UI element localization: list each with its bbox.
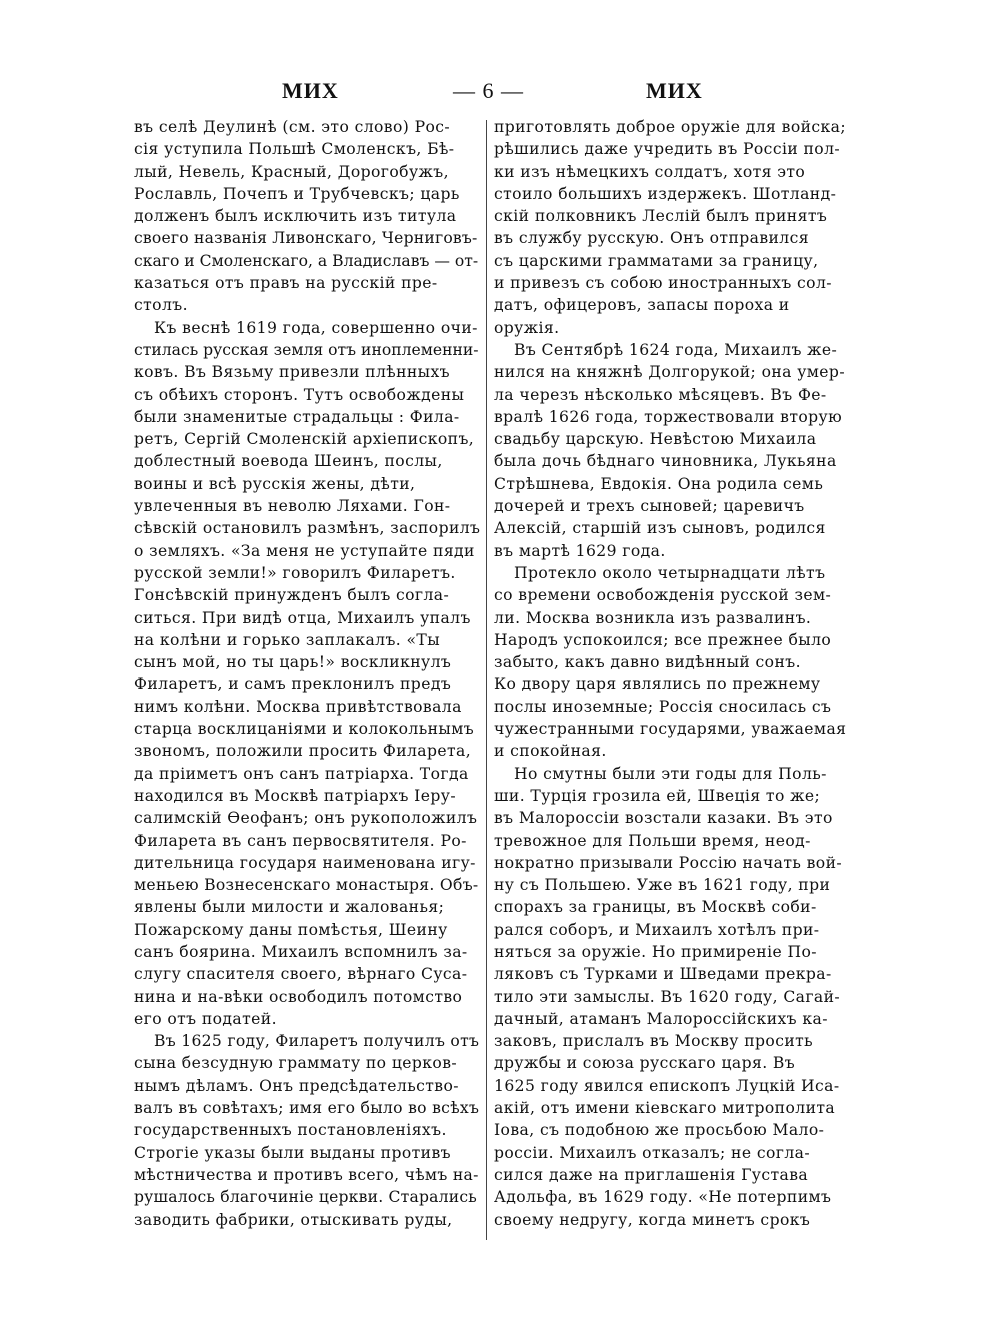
right-column-paragraph — [494, 339, 848, 562]
text-line: доблестный воевода Шеинъ, послы, — [134, 452, 443, 471]
left-column-paragraph — [134, 1030, 480, 1231]
text-line: россіи. Михаилъ отказалъ; не согла- — [494, 1143, 810, 1162]
text-line: дочерей и трехъ сыновей; царевичъ — [494, 497, 805, 516]
text-line: тревожное для Польши время, неод- — [494, 831, 811, 850]
text-line: Строгіе указы были выданы противъ — [134, 1143, 451, 1162]
page-number: — 6 — — [453, 78, 524, 103]
text-line: скій полковникъ Леслій былъ принятъ — [494, 207, 828, 226]
text-line: въ селѣ Деулинѣ (см. это слово) Рос- — [134, 118, 451, 136]
text-line: на колѣни и горько заплакалъ. «Ты — [134, 630, 441, 649]
text-line: ши. Турція грозила ей, Швеція то же; — [494, 786, 821, 805]
text-line: слугу спасителя своего, вѣрнаго Суса- — [134, 965, 468, 984]
text-line: тило эти замыслы. Въ 1620 году, Сагай- — [494, 987, 841, 1006]
text-line: рался соборъ, и Михаилъ хотѣлъ при- — [494, 920, 820, 939]
header-left: МИХ — [282, 78, 339, 103]
text-line: Народъ успокоился; все прежнее было — [494, 630, 832, 649]
column-divider — [486, 120, 487, 1240]
text-line: няться за оружіе. Но примиреніе По- — [494, 942, 817, 961]
text-line: сынъ мой, но ты царь!» воскликнулъ — [134, 653, 452, 672]
text-line: въ мартѣ 1629 года. — [494, 541, 666, 560]
text-line: послы иноземные; Россія сносилась съ — [494, 697, 832, 716]
text-line: датъ, офицеровъ, запасы пороха и — [494, 296, 790, 315]
text-line: заводить фабрики, отыскивать руды, — [134, 1210, 453, 1229]
text-line: его отъ податей. — [134, 1009, 277, 1028]
text-line: и спокойная. — [494, 742, 607, 761]
text-line: государственныхъ постановленіяхъ. — [134, 1121, 447, 1140]
text-line: Гонсѣвскій принужденъ былъ согла- — [134, 586, 450, 605]
text-line: русской земли!» говорилъ Филаретъ. — [134, 563, 456, 582]
text-line: Пожарскому даны помѣстья, Шеину — [134, 920, 448, 939]
text-line: свадьбу царскую. Невѣстою Михаила — [494, 430, 817, 449]
text-line: рушалось благочиніе церкви. Старались — [134, 1188, 477, 1207]
text-line: спорахъ за границы, въ Москвѣ соби- — [494, 898, 817, 917]
text-line: своему недругу, когда минетъ срокъ — [494, 1210, 811, 1229]
text-line: воины и всѣ русскія жены, дѣти, — [134, 474, 416, 493]
text-line: нился на княжнѣ Долгорукой; она умер- — [494, 363, 845, 382]
text-line: со времени освобожденія русской зем- — [494, 586, 832, 605]
right-column-paragraph — [494, 763, 848, 1231]
text-line: санъ боярина. Михаилъ вспомнилъ за- — [134, 942, 468, 961]
text-line: ситься. При видѣ отца, Михаилъ упалъ — [134, 608, 471, 627]
text-line: сѣвскій остановилъ размѣнъ, заспорилъ — [134, 519, 481, 538]
text-line: вралѣ 1626 года, торжествовали вторую — [494, 407, 843, 426]
text-line: да пріиметъ онъ санъ патріарха. Тогда — [134, 764, 469, 783]
text-line: приготовлять доброе оружіе для войска; — [494, 118, 847, 136]
text-line: дительница государя наименована игу- — [134, 853, 476, 872]
text-line: Филарета въ санъ первосвятителя. Ро- — [134, 831, 467, 850]
text-line: находился въ Москвѣ патріархъ Іеру- — [134, 786, 456, 805]
text-line: нымъ дѣламъ. Онъ предсѣдательство- — [134, 1076, 459, 1095]
text-line: была дочь бѣднаго чиновника, Лукьяна — [494, 452, 837, 471]
text-line: Къ веснѣ 1619 года, совершенно очи- — [154, 318, 478, 337]
text-line: явлены были милости и жалованья; — [134, 898, 445, 917]
text-line: ну съ Польшею. Уже въ 1621 году, при — [494, 876, 831, 895]
text-line: съ царскими грамматами за границу, — [494, 251, 819, 270]
text-line: Стрѣшнева, Евдокія. Она родила семь — [494, 474, 824, 493]
text-line: нимъ колѣни. Москва привѣтствовала — [134, 697, 462, 716]
text-line: о земляхъ. «За меня не уступайте пяди — [134, 541, 475, 560]
text-line: валъ въ совѣтахъ; имя его было во всѣхъ — [134, 1099, 480, 1118]
right-column-paragraph — [494, 116, 848, 339]
text-line: казаться отъ правъ на русскій пре- — [134, 274, 438, 293]
right-column-paragraph — [494, 562, 848, 763]
right-column — [494, 116, 848, 1231]
text-line: долженъ былъ исключить изъ титула — [134, 207, 457, 226]
text-line: 1625 году явился епископъ Луцкій Иса- — [494, 1076, 840, 1095]
text-line: въ Малороссіи возстали казаки. Въ это — [494, 809, 833, 828]
text-line: Адольфа, въ 1629 году. «Не потерпимъ — [494, 1188, 832, 1207]
text-line: акій, отъ имени кіевскаго митрополита — [494, 1099, 836, 1118]
text-line: въ службу русскую. Онъ отправился — [494, 229, 809, 248]
text-line: нократно призывали Россію начать вой- — [494, 853, 843, 872]
text-line: оружія. — [494, 318, 560, 337]
left-column-paragraph — [134, 116, 480, 317]
text-line: дружбы и союза русскаго царя. Въ — [494, 1054, 796, 1073]
text-line: звономъ, положили просить Филарета, — [134, 742, 472, 761]
text-line: рѣшились даже учредить въ Россіи пол- — [494, 140, 841, 159]
text-line: чужестранными государями, уважаемая — [494, 720, 847, 739]
text-line: заковъ, прислалъ въ Москву просить — [494, 1032, 814, 1051]
text-line: стилась русская земля отъ иноплеменни- — [134, 340, 479, 359]
text-line: и привезъ съ собою иностранныхъ сол- — [494, 274, 832, 293]
text-line: своего названія Ливонскаго, Черниговъ- — [134, 229, 478, 248]
text-line: Ко двору царя являлись по прежнему — [494, 675, 821, 694]
text-line: мѣстничества и противъ всего, чѣмъ на- — [134, 1165, 479, 1184]
text-line: Протекло около четырнадцати лѣтъ — [514, 563, 826, 582]
text-line: Въ 1625 году, Филаретъ получилъ отъ — [154, 1032, 480, 1051]
text-line: ретъ, Сергій Смоленскій архіепископъ, — [134, 430, 475, 449]
text-line: старца восклицаніями и колокольнымъ — [134, 720, 475, 739]
left-column-paragraph — [134, 317, 480, 1031]
text-line: нина и на-вѣки освободилъ потомство — [134, 987, 463, 1006]
text-line: стоило большихъ издержекъ. Шотланд- — [494, 184, 837, 203]
text-line: Но смутны были эти годы для Поль- — [514, 764, 827, 783]
text-line: меньею Вознесенскаго монастыря. Объ- — [134, 876, 479, 895]
left-column — [134, 116, 480, 1231]
text-line: съ обѣихъ сторонъ. Тутъ освобождены — [134, 385, 465, 404]
text-line: сія уступила Польшѣ Смоленскъ, Бѣ- — [134, 140, 455, 159]
header-right: МИХ — [646, 78, 703, 103]
text-line: ла черезъ нѣсколько мѣсяцевъ. Въ Фе- — [494, 385, 827, 404]
text-line: скаго и Смоленскаго, а Владиславъ — от- — [134, 251, 479, 270]
text-line: увлеченныя въ неволю Ляхами. Гон- — [134, 497, 451, 516]
text-line: Алексій, старшій изъ сыновъ, родился — [494, 519, 826, 538]
text-line: дачный, атаманъ Малороссійскихъ ка- — [494, 1009, 828, 1028]
running-header — [0, 78, 1000, 108]
text-line: забыто, какъ давно видѣнный сонъ. — [494, 653, 801, 672]
text-line: ли. Москва возникла изъ развалинъ. — [494, 608, 812, 627]
text-line: были знаменитые страдальцы : Фила- — [134, 407, 460, 426]
text-line: ляковъ съ Турками и Шведами прекра- — [494, 965, 832, 984]
text-line: салимскій Ѳеофанъ; онъ рукоположилъ — [134, 809, 478, 828]
text-line: Филаретъ, и самъ преклонилъ предъ — [134, 675, 452, 694]
text-line: Въ Сентябрѣ 1624 года, Михаилъ же- — [514, 340, 838, 359]
text-line: сился даже на приглашенія Густава — [494, 1165, 809, 1184]
text-line: столъ. — [134, 296, 188, 315]
text-line: ковъ. Въ Вязьму привезли плѣнныхъ — [134, 363, 450, 382]
text-line: Іова, съ подобною же просьбою Мало- — [494, 1121, 825, 1140]
text-line: сына безсудную граммату по церков- — [134, 1054, 458, 1073]
text-line: ки изъ нѣмецкихъ солдатъ, хотя это — [494, 162, 806, 181]
text-line: лый, Невель, Красный, Дорогобужъ, — [134, 162, 449, 181]
text-line: Рославль, Почепъ и Трубчевскъ; царь — [134, 184, 460, 203]
